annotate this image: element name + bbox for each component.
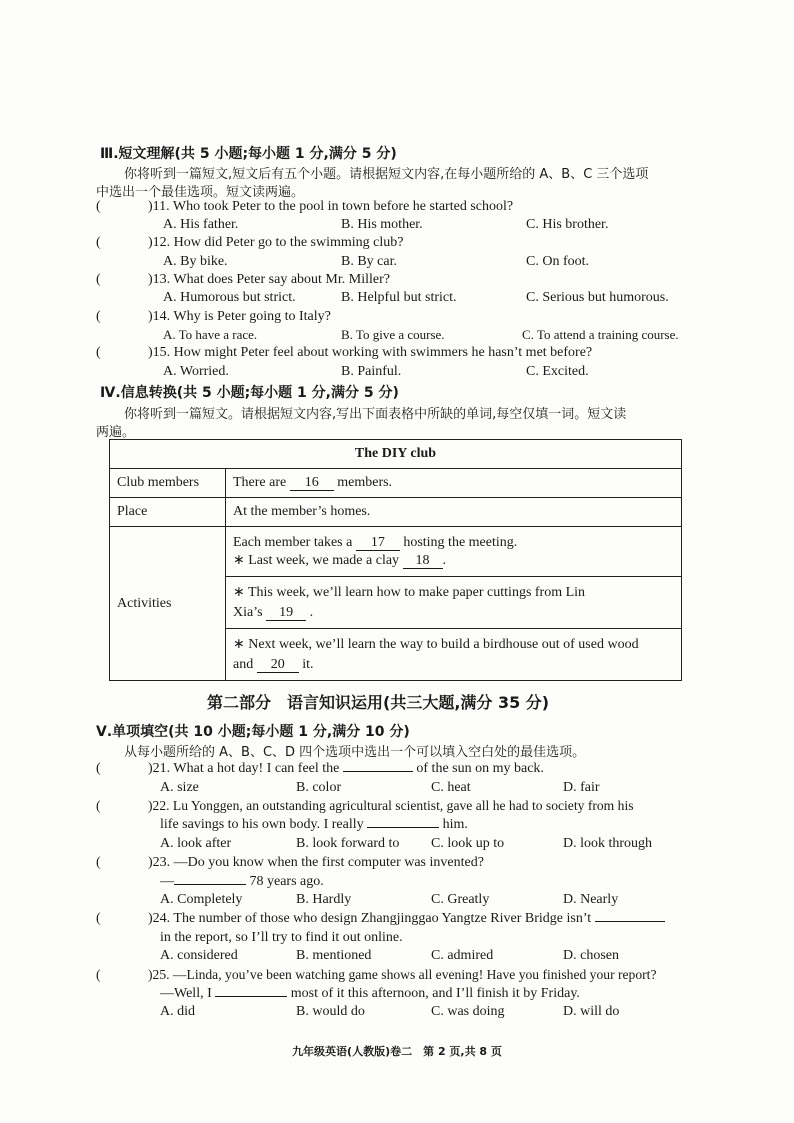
question-stem: — [160, 874, 174, 889]
question-stem: )13. What does Peter say about Mr. Miller? [148, 272, 390, 287]
option-b: B. mentioned [296, 948, 372, 963]
option-a: A. Worried. [163, 364, 229, 379]
fill-blank[interactable] [215, 996, 287, 997]
activity-text: . [309, 604, 314, 620]
question-15 [96, 345, 592, 361]
answer-paren[interactable]: ( [96, 345, 101, 360]
activity-text: it. [302, 656, 314, 672]
option-c: C. heat [431, 780, 471, 795]
question-stem: life savings to his own body. I really [160, 817, 364, 832]
question-stem-end: most of it this afternoon, and I’ll finish it by Friday. [290, 986, 580, 1001]
answer-paren[interactable]: ( [96, 761, 101, 776]
question-22-line-2 [160, 817, 468, 833]
question-stem: )11. Who took Peter to the pool in town before he started school? [148, 199, 514, 214]
table-title: The DIY club [110, 440, 682, 469]
answer-paren[interactable]: ( [96, 855, 101, 870]
question-stem-end: him. [442, 817, 468, 832]
option-c: C. Serious but humorous. [526, 290, 669, 305]
option-d: D. fair [563, 780, 600, 795]
members-text-end: members. [337, 475, 393, 490]
option-b: B. look forward to [296, 836, 400, 851]
answer-blank-20[interactable]: 20 [257, 657, 299, 673]
section-4-instructions-line-2: 两遍。 [96, 425, 136, 440]
question-stem: )21. What a hot day! I can feel the [148, 761, 340, 776]
answer-blank-19[interactable]: 19 [266, 605, 306, 621]
option-c: C. His brother. [526, 217, 609, 232]
option-c: C. Excited. [526, 364, 589, 379]
answer-paren[interactable]: ( [96, 911, 101, 926]
section-3-instructions-line-2: 中选出一个最佳选项。短文读两遍。 [96, 185, 305, 200]
question-stem-end: of the sun on my back. [416, 761, 544, 776]
activity-text: hosting the meeting. [403, 534, 518, 550]
activity-text: ∗ Next week, we’ll learn the way to build a birdhouse out of used wood [233, 636, 639, 652]
option-a: A. look after [160, 836, 232, 851]
option-b: B. Helpful but strict. [341, 290, 457, 305]
option-c: C. Greatly [431, 892, 490, 907]
question-stem: )23. —Do you know when the first computer was invented? [148, 855, 484, 870]
question-25-line-2 [160, 986, 580, 1002]
option-b: B. His mother. [341, 217, 423, 232]
question-stem: )25. —Linda, you’ve been watching game shows all evening! Have you finished your report? [148, 967, 657, 982]
members-cell [226, 469, 682, 498]
question-stem: )12. How did Peter go to the swimming club? [148, 235, 404, 250]
answer-blank-17[interactable]: 17 [356, 535, 400, 551]
option-a: A. did [160, 1004, 195, 1019]
activities-row-3 [226, 629, 682, 681]
fill-blank[interactable] [174, 884, 246, 885]
page-footer: 九年级英语(人教版)卷二 第 2 页,共 8 页 [292, 1045, 502, 1058]
option-d: D. look through [563, 836, 653, 851]
answer-paren[interactable]: ( [96, 199, 101, 214]
option-b: B. Hardly [296, 892, 352, 907]
activity-text: and [233, 656, 254, 672]
option-a: A. To have a race. [163, 327, 258, 342]
question-stem: )24. The number of those who design Zhangjinggao Yangtze River Bridge isn’t [148, 911, 592, 926]
option-a: A. His father. [163, 217, 239, 232]
question-23 [96, 855, 484, 871]
answer-paren[interactable]: ( [96, 235, 101, 250]
fill-blank[interactable] [343, 771, 413, 772]
question-11 [96, 199, 513, 215]
option-c: C. was doing [431, 1004, 505, 1019]
answer-paren[interactable]: ( [96, 798, 101, 813]
option-b: B. By car. [341, 254, 397, 269]
section-5-title: Ⅴ.单项填空(共 10 小题;每小题 1 分,满分 10 分) [96, 724, 410, 740]
question-stem: )22. Lu Yonggen, an outstanding agricultural scientist, gave all he had to society from his [148, 798, 634, 813]
activities-label: Activities [110, 527, 226, 681]
place-value: At the member’s homes. [226, 498, 682, 527]
activity-text: . [442, 552, 447, 568]
option-c: C. To attend a training course. [522, 327, 679, 342]
fill-blank[interactable] [595, 921, 665, 922]
section-3-instructions-line-1: 你将听到一篇短文,短文后有五个小题。请根据短文内容,在每小题所给的 A、B、C 三个选项 [124, 167, 649, 182]
option-c: C. On foot. [526, 254, 589, 269]
activity-text: ∗ This week, we’ll learn how to make paper cuttings from Lin [233, 584, 586, 600]
question-23-line-2 [160, 874, 324, 890]
option-b: B. color [296, 780, 342, 795]
activities-row-1 [226, 527, 682, 577]
answer-paren[interactable]: ( [96, 272, 101, 287]
question-14 [96, 309, 331, 325]
option-b: B. To give a course. [341, 327, 445, 342]
option-a: A. size [160, 780, 199, 795]
section-3-title: Ⅲ.短文理解(共 5 小题;每小题 1 分,满分 5 分) [100, 146, 397, 162]
option-b: B. Painful. [341, 364, 402, 379]
activity-text: Xia’s [233, 604, 263, 620]
option-a: A. Humorous but strict. [163, 290, 296, 305]
place-label: Place [110, 498, 226, 527]
section-4-title: Ⅳ.信息转换(共 5 小题;每小题 1 分,满分 5 分) [100, 385, 399, 401]
option-a: A. considered [160, 948, 238, 963]
question-25 [96, 967, 657, 983]
option-b: B. would do [296, 1004, 365, 1019]
question-24 [96, 911, 665, 927]
members-label: Club members [110, 469, 226, 498]
part-2-heading: 第二部分 语言知识运用(共三大题,满分 35 分) [207, 693, 550, 712]
question-stem-end: 78 years ago. [249, 874, 324, 889]
option-a: A. By bike. [163, 254, 228, 269]
activities-row-2 [226, 577, 682, 629]
question-stem: )15. How might Peter feel about working with swimmers he hasn’t met before? [148, 345, 593, 360]
question-12 [96, 235, 403, 251]
question-21 [96, 761, 544, 777]
question-13 [96, 272, 390, 288]
option-c: C. admired [431, 948, 494, 963]
section-4-instructions-line-1: 你将听到一篇短文。请根据短文内容,写出下面表格中所缺的单词,每空仅填一词。短文读 [124, 407, 627, 422]
question-24-line-2: in the report, so I’ll try to find it out online. [160, 930, 403, 945]
activity-text: ∗ Last week, we made a clay [233, 552, 400, 568]
section-5-instructions: 从每小题所给的 A、B、C、D 四个选项中选出一个可以填入空白处的最佳选项。 [124, 745, 586, 760]
option-d: D. chosen [563, 948, 619, 963]
option-c: C. look up to [431, 836, 505, 851]
answer-paren[interactable]: ( [96, 309, 101, 324]
fill-blank[interactable] [367, 827, 439, 828]
answer-blank-16[interactable]: 16 [290, 475, 334, 491]
question-22 [96, 798, 634, 814]
question-stem: )14. Why is Peter going to Italy? [148, 309, 331, 324]
members-text: There are [233, 475, 287, 490]
option-d: D. Nearly [563, 892, 619, 907]
answer-paren[interactable]: ( [96, 967, 101, 982]
question-stem: —Well, I [160, 986, 212, 1001]
activity-text: Each member takes a [233, 534, 353, 550]
answer-blank-18[interactable]: 18 [403, 553, 443, 569]
option-a: A. Completely [160, 892, 243, 907]
diy-club-table [109, 439, 682, 681]
option-d: D. will do [563, 1004, 620, 1019]
